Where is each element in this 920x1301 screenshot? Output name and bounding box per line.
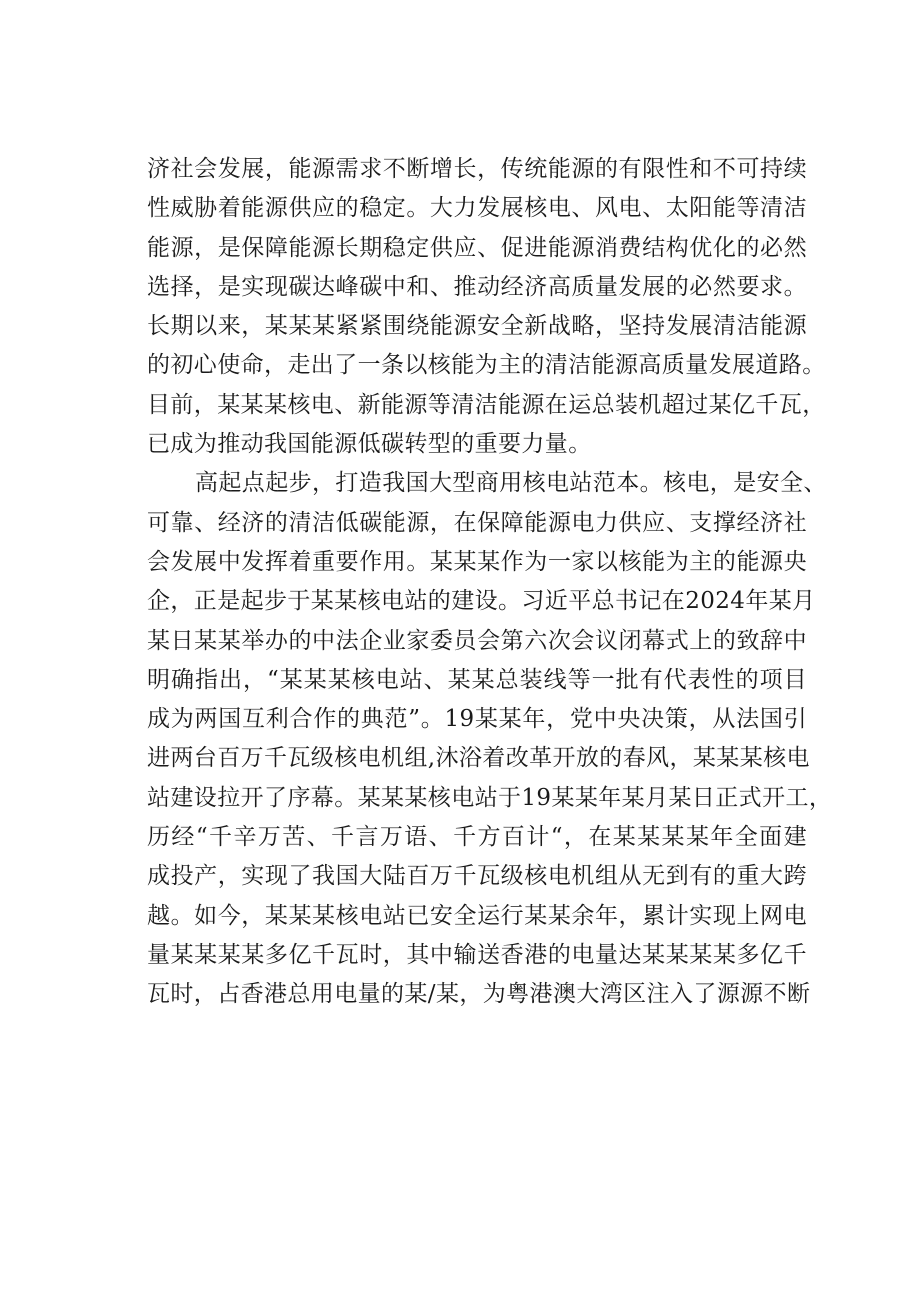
body-text: [147, 150, 833, 1015]
text-line: 的初心使命，走出了一条以核能为主的清洁能源高质量发展道路。: [147, 352, 826, 379]
text-line: 明确指出，“某某某核电站、某某总装线等一批有代表性的项目: [147, 666, 807, 693]
text-line: 成为两国互利合作的典范”。19某某年，党中央决策，从法国引: [147, 706, 807, 733]
text-line: 性威胁着能源供应的稳定。大力发展核电、风电、太阳能等清洁: [147, 195, 807, 222]
text-line: 选择，是实现碳达峰碳中和、推动经济高质量发展的必然要求。: [147, 273, 807, 300]
text-line: 企，正是起步于某某核电站的建设。习近平总书记在2024年某月: [147, 588, 816, 615]
text-line: 瓦时，占香港总用电量的某/某，为粤港澳大湾区注入了源源不断: [147, 981, 811, 1008]
paragraph-first-line: 高起点起步，打造我国大型商用核电站范本。核电，是安全、: [195, 470, 827, 497]
text-line: 长期以来，某某某紧紧围绕能源安全新战略，坚持发展清洁能源: [147, 313, 807, 340]
text-line: 越。如今，某某某核电站已安全运行某某余年，累计实现上网电: [147, 902, 807, 929]
text-line: 可靠、经济的清洁低碳能源，在保障能源电力供应、支撑经济社: [147, 509, 807, 536]
text-line: 量某某某某多亿千瓦时，其中输送香港的电量达某某某某多亿千: [147, 941, 807, 968]
text-line: 已成为推动我国能源低碳转型的重要力量。: [147, 431, 592, 458]
text-line: 进两台百万千瓦级核电机组,沐浴着改革开放的春风，某某某核电: [147, 745, 810, 772]
text-line: 历经“千辛万苦、千言万语、千方百计“，在某某某某年全面建: [147, 824, 807, 851]
text-line: 能源，是保障能源长期稳定供应、促进能源消费结构优化的必然: [147, 234, 807, 261]
text-line: 成投产，实现了我国大陆百万千瓦级核电机组从无到有的重大跨: [147, 863, 807, 890]
text-line: 某日某某举办的中法企业家委员会第六次会议闭幕式上的致辞中: [147, 627, 807, 654]
text-line: 济社会发展，能源需求不断增长，传统能源的有限性和不可持续: [147, 156, 807, 182]
text-line: 目前，某某某核电、新能源等清洁能源在运总装机超过某亿千瓦，: [147, 391, 826, 418]
text-line: 会发展中发挥着重要作用。某某某作为一家以核能为主的能源央: [147, 548, 807, 575]
text-line: 站建设拉开了序幕。某某某核电站于19某某年某月某日正式开工，: [147, 784, 833, 811]
